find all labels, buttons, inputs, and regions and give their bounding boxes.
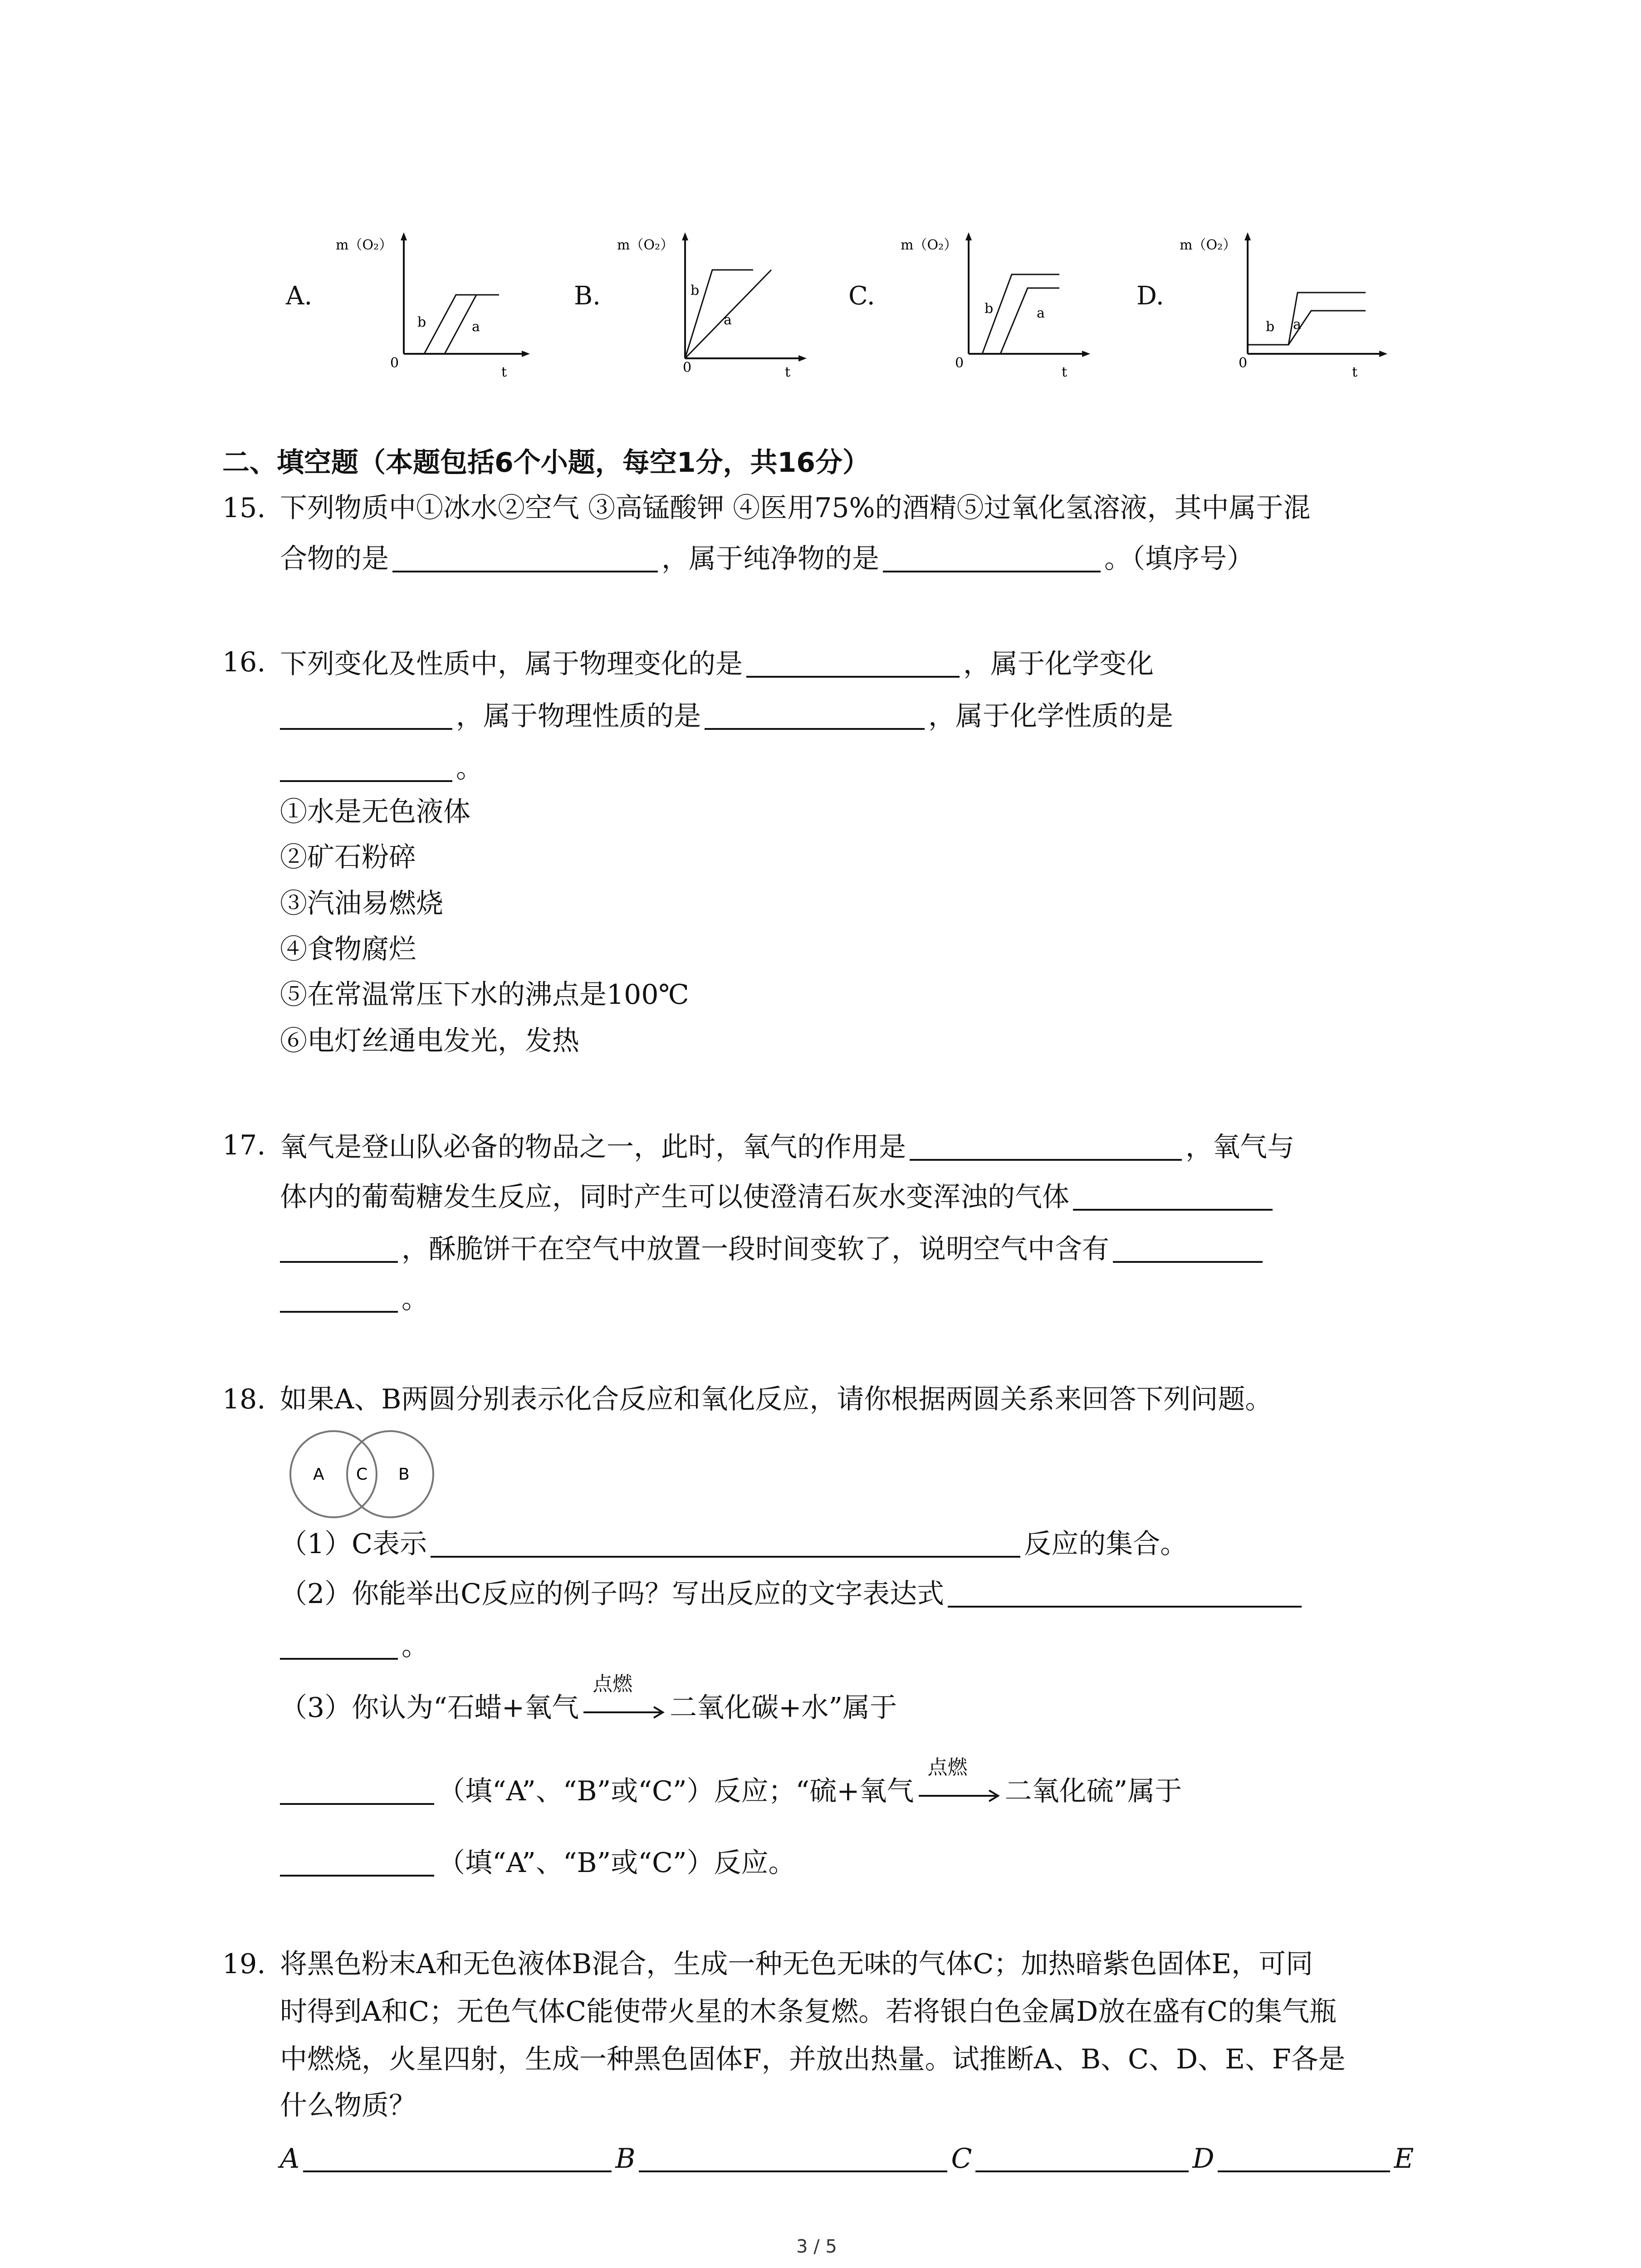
q18-blank-4[interactable] xyxy=(280,1848,434,1877)
graph-b-origin: 0 xyxy=(683,360,692,376)
q16-blank-2[interactable] xyxy=(280,701,452,730)
venn-label-b: B xyxy=(398,1465,410,1484)
q16-item-5: ⑤在常温常压下水的沸点是100℃ xyxy=(280,979,689,1011)
graph-option-c xyxy=(887,222,1100,386)
q19-blank-a[interactable] xyxy=(303,2143,612,2172)
q16-line3: 。 xyxy=(456,753,483,784)
q17-number: 17. xyxy=(222,1129,266,1161)
q15-line2-b: ，属于纯净物的是 xyxy=(661,543,879,575)
venn-diagram xyxy=(277,1424,449,1524)
q15-line2-c: 。（填序号） xyxy=(1104,543,1254,575)
q16-item-1: ①水是无色液体 xyxy=(280,796,470,828)
q19-line1: 将黑色粉末A和无色液体B混合，生成一种无色无味的气体C；加热暗紫色固体E，可同 xyxy=(280,1948,1313,1980)
graph-c-label-a: a xyxy=(1037,305,1045,321)
q19-blank-b[interactable] xyxy=(639,2143,947,2172)
q17-blank-3b[interactable] xyxy=(280,1284,398,1313)
option-c-label: C. xyxy=(848,281,875,311)
q18-p2-end: 。 xyxy=(402,1630,429,1662)
graph-b-label-b: b xyxy=(691,283,700,298)
q16-line2-b: ，属于化学性质的是 xyxy=(928,700,1173,732)
q17-line3: ，酥脆饼干在空气中放置一段时间变软了，说明空气中含有 xyxy=(402,1233,1109,1265)
q17-blank-3[interactable] xyxy=(1113,1234,1263,1263)
q16-line2-a: ，属于物理性质的是 xyxy=(456,700,701,732)
q18-p4-a: （填“A”、“B”或“C”）反应；“硫+氧气 xyxy=(438,1775,914,1807)
q17-blank-1[interactable] xyxy=(910,1132,1182,1161)
q18-p3-b: 二氧化碳+水”属于 xyxy=(670,1692,897,1724)
q19-answer-e-label: E xyxy=(1394,2143,1414,2175)
q15-number: 15. xyxy=(222,492,266,524)
q19-answer-c-label: C xyxy=(951,2143,972,2175)
reaction-arrow-1 xyxy=(579,1672,670,1721)
graph-d-label-b: b xyxy=(1266,319,1275,335)
page-number: 3 / 5 xyxy=(796,2236,837,2257)
q16-item-3: ③汽油易燃烧 xyxy=(280,888,443,919)
q16-item-6: ⑥电灯丝通电发光，发热 xyxy=(280,1025,579,1057)
graph-a-origin: 0 xyxy=(390,355,399,371)
q16-number: 16. xyxy=(222,646,266,678)
q17-line2: 体内的葡萄糖发生反应，同时产生可以使澄清石灰水变浑浊的气体 xyxy=(280,1181,1069,1213)
q18-blank-3[interactable] xyxy=(280,1776,434,1805)
q18-p3-a: （3）你认为“石蜡+氧气 xyxy=(280,1692,579,1724)
graph-d-xlabel: t xyxy=(1352,364,1358,380)
q19-line3: 中燃烧，火星四射，生成一种黑色固体F，并放出热量。试推断A、B、C、D、E、F各是 xyxy=(280,2043,1346,2075)
q16-blank-3[interactable] xyxy=(705,701,925,730)
option-a-label: A. xyxy=(286,281,313,311)
q19-blank-d[interactable] xyxy=(1218,2143,1390,2172)
q19-answer-b-label: B xyxy=(615,2143,636,2175)
graph-b-xlabel: t xyxy=(785,364,791,380)
q19-number: 19. xyxy=(222,1948,266,1980)
graph-option-a xyxy=(327,222,540,386)
graph-c-xlabel: t xyxy=(1062,364,1068,380)
q19-answer-a-label: A xyxy=(280,2143,300,2175)
q17-line4: 。 xyxy=(402,1283,429,1315)
q18-line1: 如果A、B两圆分别表示化合反应和氧化反应，请你根据两圆关系来回答下列问题。 xyxy=(280,1383,1273,1415)
q18-p4-b: 二氧化硫”属于 xyxy=(1004,1775,1182,1807)
q17-line1-a: 氧气是登山队必备的物品之一，此时，氧气的作用是 xyxy=(280,1131,906,1163)
q18-p1-a: （1）C表示 xyxy=(280,1528,427,1560)
q15-line2-a: 合物的是 xyxy=(280,543,389,575)
option-b-label: B. xyxy=(574,281,601,311)
q17-line1-b: ，氧气与 xyxy=(1185,1131,1294,1163)
q19-line4: 什么物质？ xyxy=(280,2090,416,2121)
option-d-label: D. xyxy=(1136,281,1164,311)
section-2-title: 二、填空题（本题包括6个小题，每空1分，共16分） xyxy=(222,447,870,479)
q16-item-4: ④食物腐烂 xyxy=(280,934,416,965)
q18-number: 18. xyxy=(222,1383,266,1415)
condition-label-2: 点燃 xyxy=(927,1756,968,1779)
condition-label-1: 点燃 xyxy=(593,1672,633,1696)
graph-d-origin: 0 xyxy=(1239,355,1248,371)
q15-blank-1[interactable] xyxy=(392,543,658,572)
q17-blank-2[interactable] xyxy=(1073,1182,1273,1211)
graph-d-label-a: a xyxy=(1293,317,1301,332)
q15-line1: 下列物质中①冰水②空气 ③高锰酸钾 ④医用75%的酒精⑤过氧化氢溶液，其中属于混 xyxy=(280,492,1311,524)
q16-line1-b: ，属于化学变化 xyxy=(963,648,1154,680)
graph-a-ylabel: m（O₂） xyxy=(336,237,393,253)
q18-blank-2b[interactable] xyxy=(280,1631,398,1660)
q19-line2: 时得到A和C；无色气体C能使带火星的木条复燃。若将银白色金属D放在盛有C的集气瓶 xyxy=(280,1996,1337,2028)
graph-c-ylabel: m（O₂） xyxy=(901,237,958,253)
reaction-arrow-2 xyxy=(914,1756,1005,1805)
venn-label-a: A xyxy=(313,1465,324,1484)
q18-blank-1[interactable] xyxy=(431,1529,1020,1558)
q19-blank-c[interactable] xyxy=(975,2143,1189,2172)
q16-line1-a: 下列变化及性质中，属于物理变化的是 xyxy=(280,648,743,680)
q18-p5: （填“A”、“B”或“C”）反应。 xyxy=(438,1847,796,1879)
graph-a-label-b: b xyxy=(417,314,426,330)
q16-item-2: ②矿石粉碎 xyxy=(280,841,416,873)
q18-blank-2[interactable] xyxy=(948,1579,1302,1608)
graph-option-d xyxy=(1171,222,1397,386)
graph-d-ylabel: m（O₂） xyxy=(1180,237,1237,253)
q16-blank-1[interactable] xyxy=(746,649,960,678)
graph-a-xlabel: t xyxy=(501,364,507,380)
graph-b-label-a: a xyxy=(724,312,732,328)
graph-b-ylabel: m（O₂） xyxy=(617,237,674,253)
q19-answer-d-label: D xyxy=(1192,2143,1215,2175)
q16-blank-4[interactable] xyxy=(280,753,452,782)
q17-blank-2b[interactable] xyxy=(280,1234,398,1263)
q18-p1-b: 反应的集合。 xyxy=(1024,1528,1188,1560)
q18-p2: （2）你能举出C反应的例子吗？写出反应的文字表达式 xyxy=(280,1578,945,1610)
graph-c-label-b: b xyxy=(985,301,994,317)
graph-option-b xyxy=(603,222,817,386)
graph-c-origin: 0 xyxy=(955,355,964,371)
venn-label-c: C xyxy=(356,1465,368,1484)
q15-blank-2[interactable] xyxy=(883,543,1101,572)
graph-a-label-a: a xyxy=(472,319,480,335)
